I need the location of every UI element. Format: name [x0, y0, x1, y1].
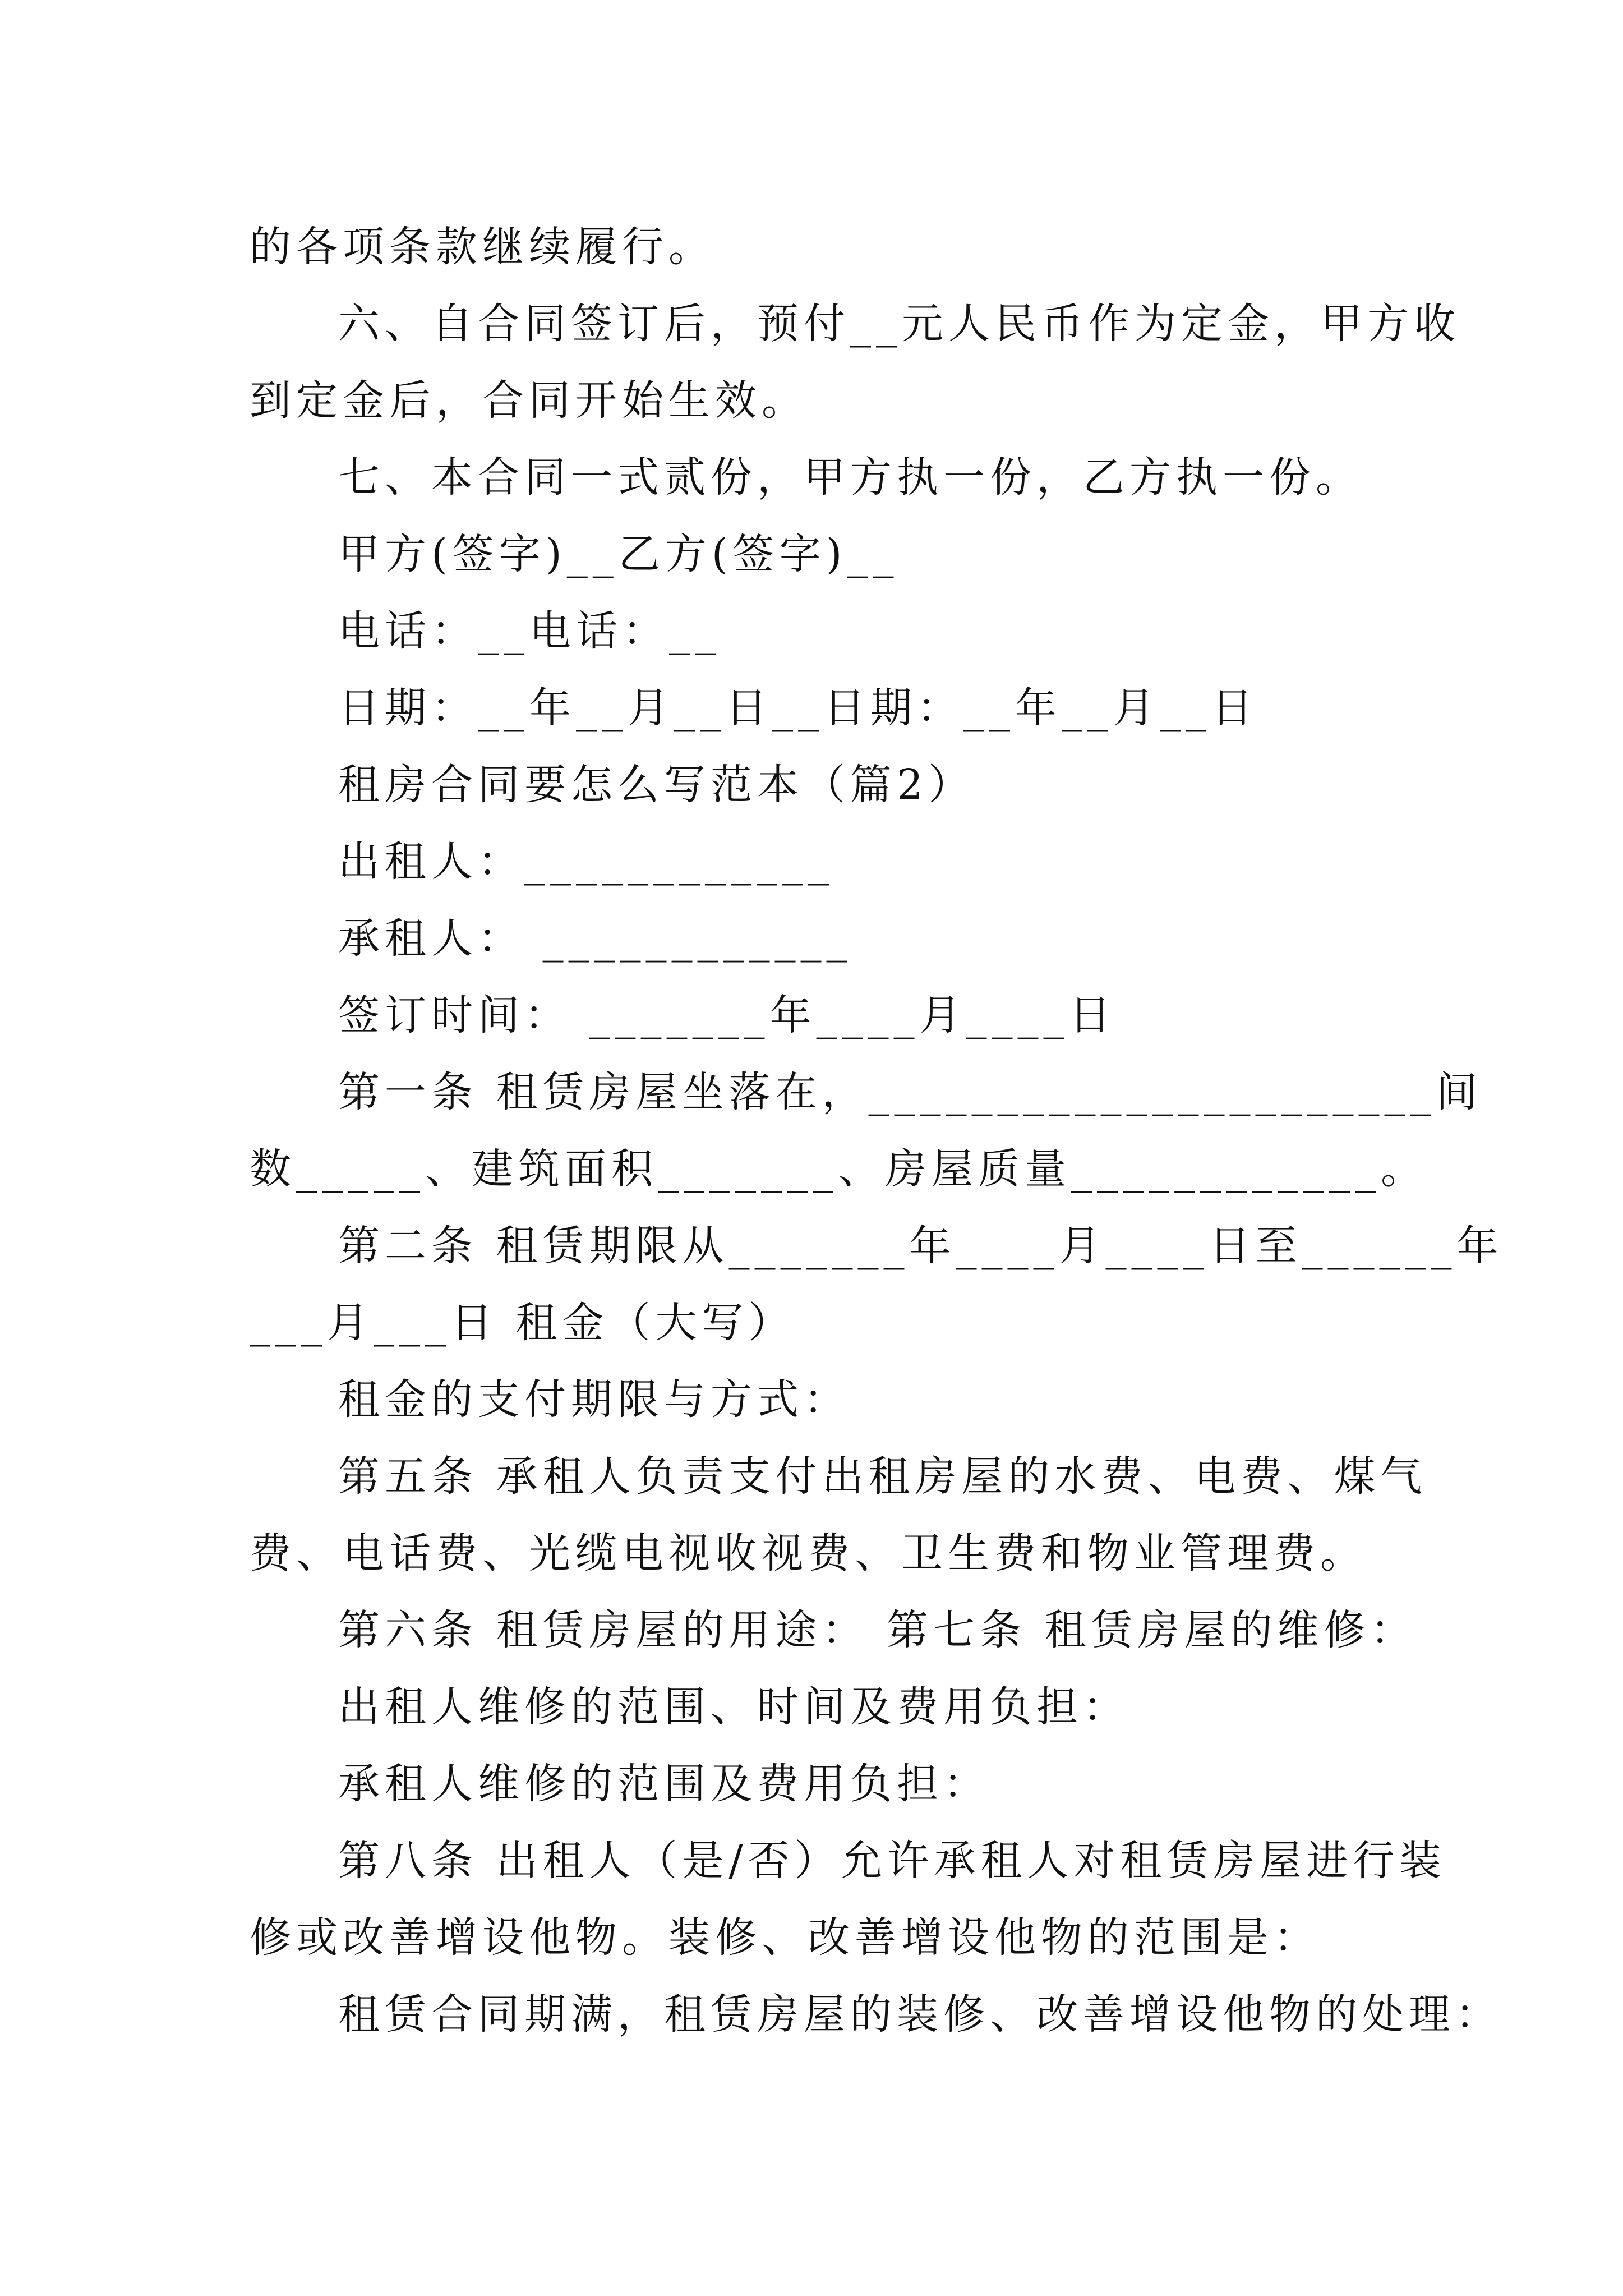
paragraph-line: 六、自合同签订后，预付__元人民币作为定金，甲方收	[338, 300, 1460, 348]
paragraph-line: 修或改善增设他物。装修、改善增设他物的范围是：	[250, 1913, 1320, 1962]
paragraph-line: 租赁合同期满，租赁房屋的装修、改善增设他物的处理：	[338, 1990, 1502, 2039]
paragraph-line: 第一条 租赁房屋坐落在，______________________间	[338, 1068, 1483, 1116]
paragraph-line: 的各项条款继续履行。	[250, 223, 715, 271]
paragraph-line: 承租人： ____________	[338, 914, 852, 963]
paragraph-line: 承租人维修的范围及费用负担：	[338, 1760, 990, 1808]
paragraph-line: 出租人维修的范围、时间及费用负担：	[338, 1683, 1129, 1731]
paragraph-line: 第八条 出租人（是/否）允许承租人对租赁房屋进行装	[338, 1837, 1446, 1885]
paragraph-line: 租金的支付期限与方式：	[338, 1375, 850, 1424]
paragraph-line: 出租人：____________	[338, 838, 834, 886]
paragraph-line: 第二条 租赁期限从_______年____月____日至______年	[338, 1222, 1504, 1270]
paragraph-line: 到定金后，合同开始生效。	[250, 376, 808, 425]
paragraph-line: 第六条 租赁房屋的用途： 第七条 租赁房屋的维修：	[338, 1606, 1417, 1654]
contract-text-body	[250, 209, 1504, 2053]
paragraph-line: 签订时间： _______年____月____日	[338, 991, 1116, 1039]
paragraph-line: 七、本合同一式贰份，甲方执一份，乙方执一份。	[338, 453, 1362, 501]
paragraph-line: 第五条 承租人负责支付出租房屋的水费、电费、煤气	[338, 1452, 1427, 1501]
section-heading: 租房合同要怎么写范本（篇2）	[338, 761, 975, 809]
paragraph-line: 电话：__电话：__	[338, 607, 721, 655]
paragraph-line: 数_____、建筑面积_______、房屋质量____________。	[250, 1145, 1427, 1193]
paragraph-line: ___月___日 租金（大写）	[250, 1299, 795, 1347]
paragraph-line: 日期：__年__月__日__日期：__年__月__日	[338, 684, 1258, 732]
paragraph-line: 甲方(签字)__乙方(签字)__	[338, 530, 899, 578]
paragraph-line: 费、电话费、光缆电视收视费、卫生费和物业管理费。	[250, 1529, 1367, 1577]
